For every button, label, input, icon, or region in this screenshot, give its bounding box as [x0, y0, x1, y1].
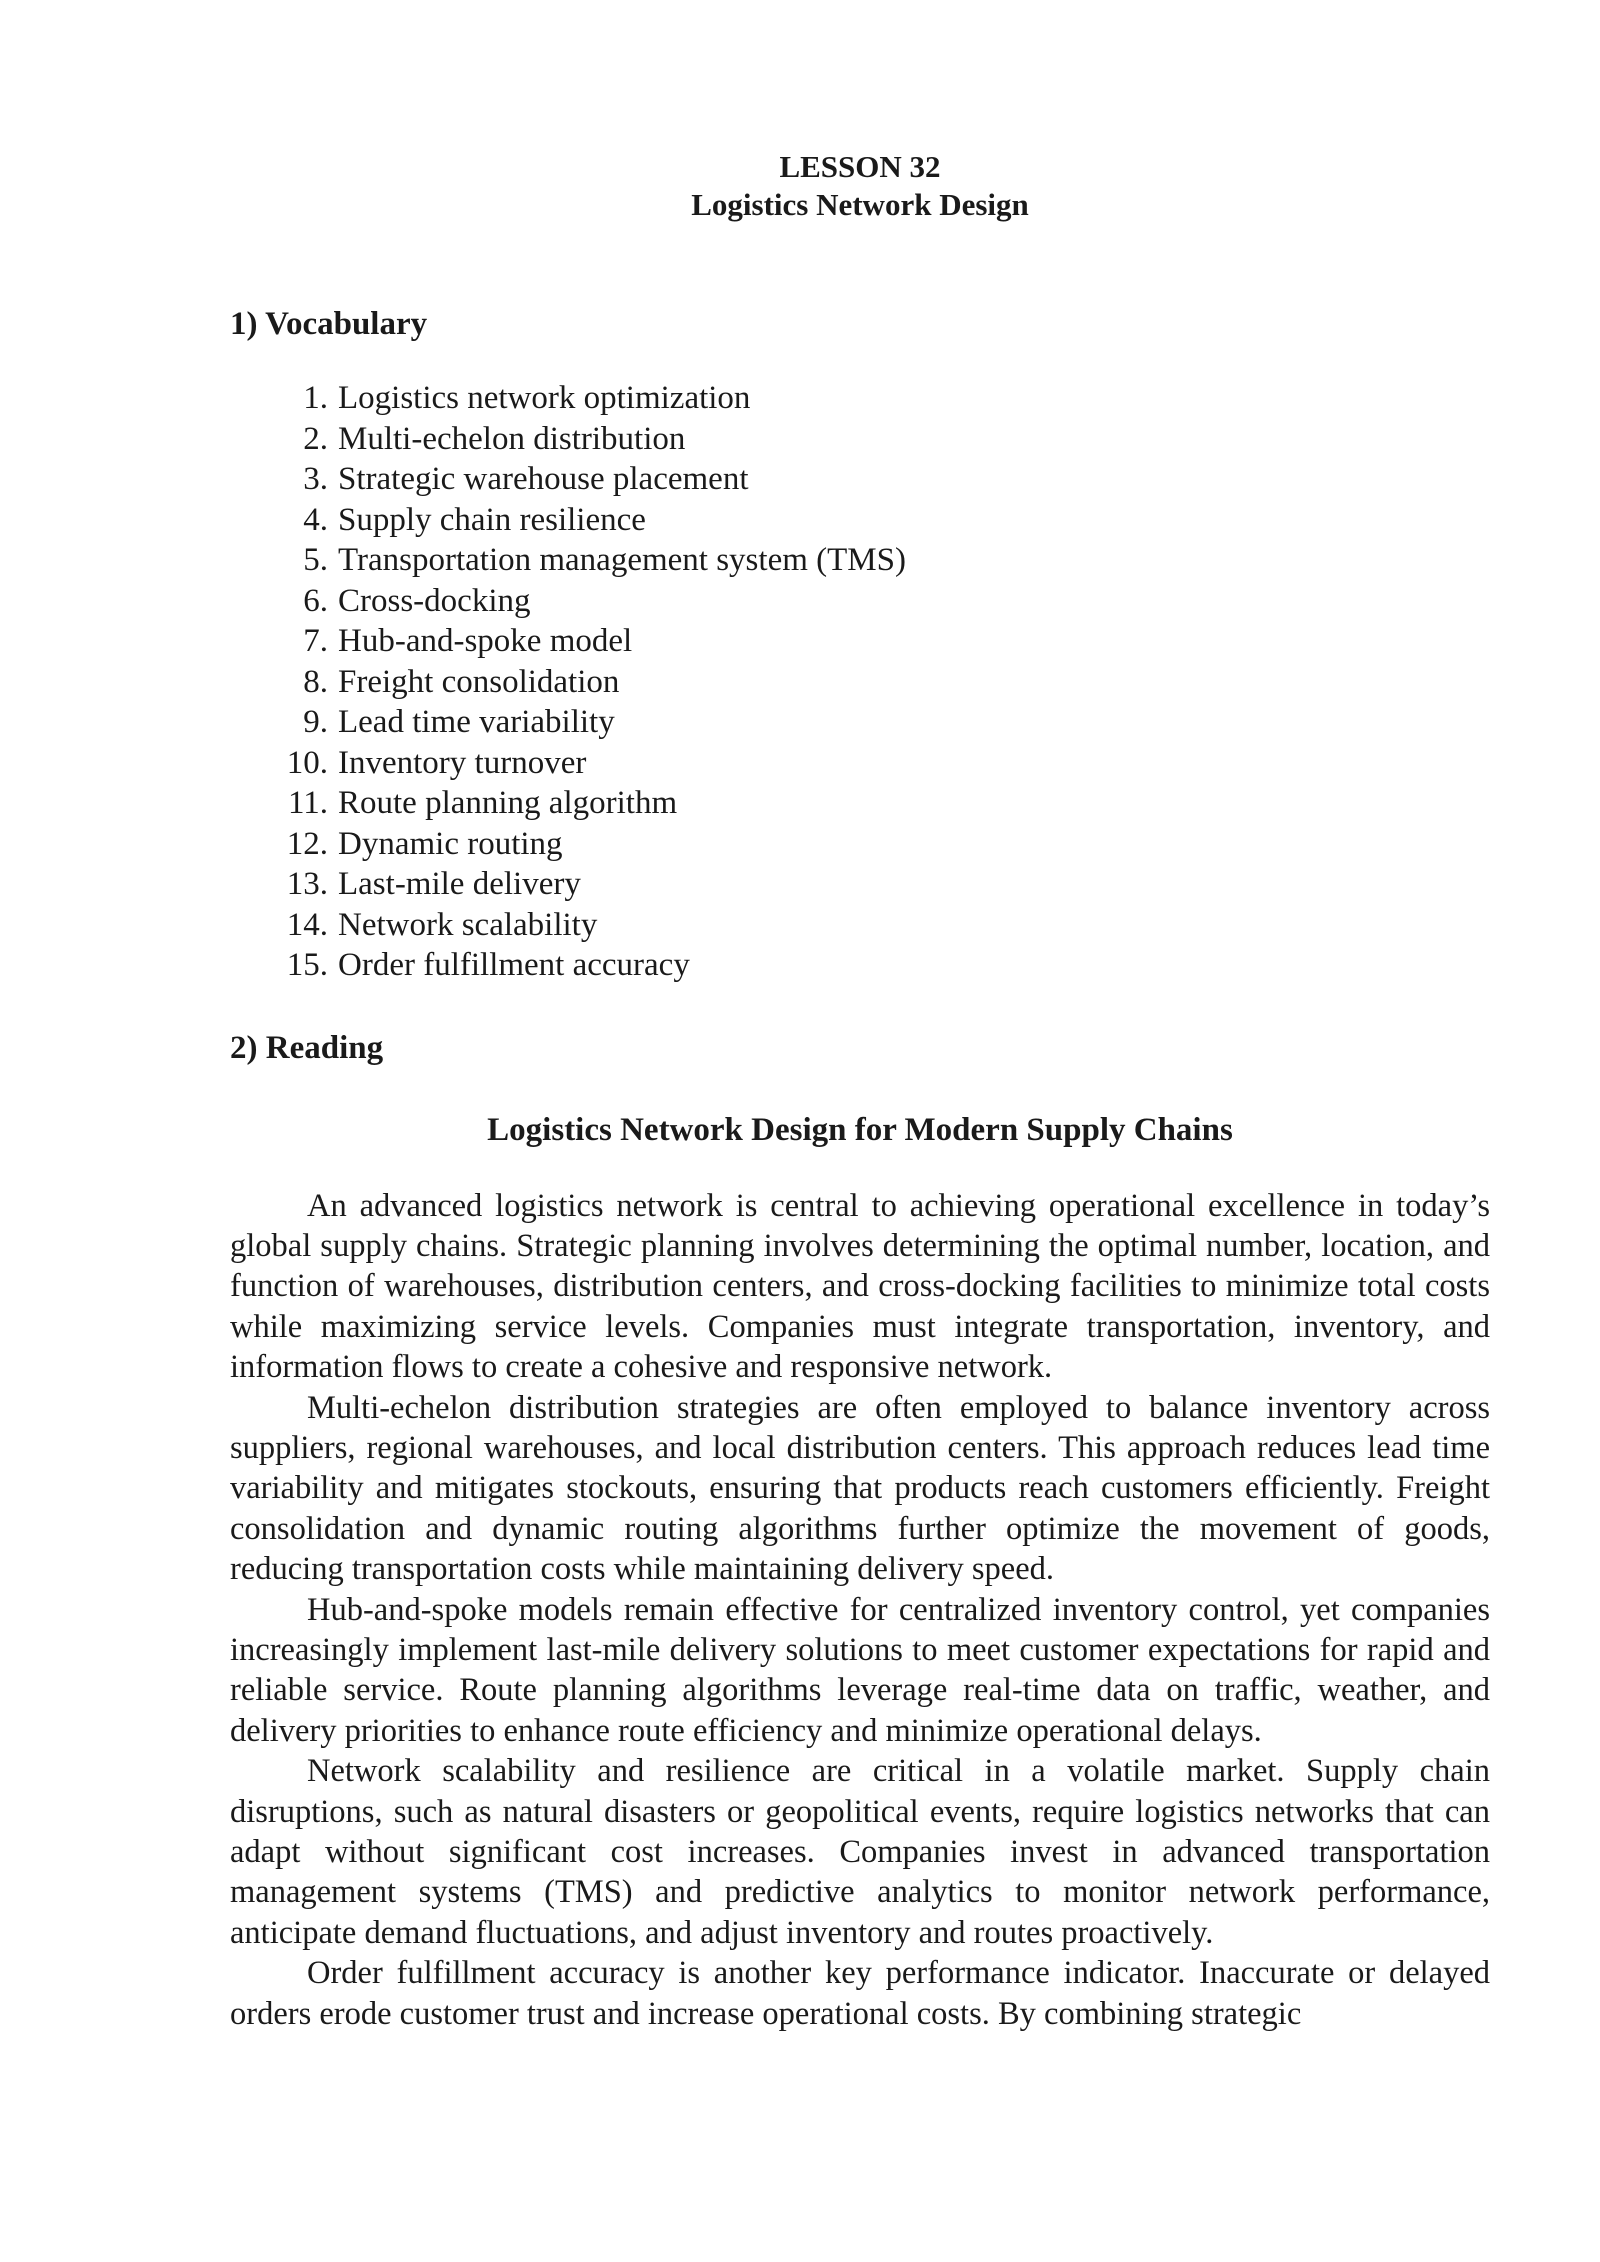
vocabulary-item [230, 662, 1490, 703]
vocabulary-item [230, 540, 1490, 581]
vocabulary-item-number: 5. [303, 542, 328, 578]
vocabulary-item-term: Inventory turnover [338, 744, 587, 781]
vocabulary-heading: 1) Vocabulary [230, 306, 428, 342]
vocabulary-item-number: 1. [303, 380, 328, 416]
vocabulary-item-term: Cross-docking [338, 582, 531, 619]
page-content [230, 148, 1490, 2034]
vocabulary-item [230, 905, 1490, 946]
vocabulary-item-term: Lead time variability [338, 704, 615, 740]
article-paragraph: Hub-and-spoke models remain effective for centralized inventory control, yet companies increasingly implement last-mile delivery solutions to meet customer expectations for rapid and reliable service. Route planning algorithms leverage real-time data on traffic, weather, and delivery priorities to enhance route efficiency and minimize operational delays. [230, 1591, 1490, 1749]
vocabulary-item [230, 864, 1490, 905]
vocabulary-item-number: 10. [286, 744, 328, 781]
vocabulary-item [230, 945, 1490, 986]
article-paragraph: Order fulfillment accuracy is another key performance indicator. Inaccurate or delayed orders erode customer trust and increase operational costs. By combining strategic [230, 1955, 1490, 2032]
article-title: Logistics Network Design for Modern Supply Chains [487, 1111, 1233, 1148]
vocabulary-item [230, 743, 1490, 784]
vocabulary-item-term: Supply chain resilience [338, 501, 646, 538]
lesson-header [230, 148, 1490, 224]
reading-heading: 2) Reading [230, 1029, 384, 1066]
article-paragraph: An advanced logistics network is central to achieving operational excellence in today’s global supply chains. Strategic planning involves determining the optimal number, location, and function of warehouses, distribution centers, and cross-docking facilities to minimize total costs while maximizing service levels. Companies must integrate transportation, inventory, and information flows to create a cohesive and responsive network. [230, 1187, 1490, 1386]
vocabulary-item-number: 13. [286, 866, 328, 902]
article-body [230, 1186, 1490, 2035]
vocabulary-item [230, 824, 1490, 865]
vocabulary-item [230, 702, 1490, 743]
vocabulary-item [230, 500, 1490, 541]
article-paragraph: Multi-echelon distribution strategies are often employed to balance inventory across suppliers, regional warehouses, and local distribution centers. This approach reduces lead time variability and mitigates stockouts, ensuring that products reach customers efficiently. Freight consolidation and dynamic routing algorithms further optimize the movement of goods, reducing transportation costs while maintaining delivery speed. [230, 1389, 1490, 1588]
vocabulary-item-term: Route planning algorithm [338, 785, 678, 821]
vocabulary-item [230, 378, 1490, 419]
article-paragraph: Network scalability and resilience are critical in a volatile market. Supply chain disruptions, such as natural disasters or geopolitical events, require logistics networks that can adapt without significant cost increases. Companies invest in advanced transportation management systems (TMS) and predictive analytics to monitor network performance, anticipate demand fluctuations, and adjust inventory and routes proactively. [230, 1753, 1490, 1951]
vocabulary-item-term: Dynamic routing [338, 825, 563, 862]
vocabulary-item-term: Freight consolidation [338, 663, 620, 700]
vocabulary-item-number: 14. [286, 906, 328, 943]
vocabulary-item-number: 12. [286, 825, 328, 862]
vocabulary-item-term: Multi-echelon distribution [338, 420, 686, 457]
vocabulary-item [230, 783, 1490, 824]
vocabulary-item-term: Last-mile delivery [338, 866, 581, 902]
lesson-title: Logistics Network Design [691, 187, 1029, 222]
lesson-number: LESSON 32 [779, 149, 941, 184]
vocabulary-item-number: 2. [303, 420, 328, 457]
vocabulary-item-term: Strategic warehouse placement [338, 461, 749, 497]
vocabulary-item-number: 4. [303, 501, 328, 538]
vocabulary-item-term: Logistics network optimization [338, 380, 751, 416]
vocabulary-item [230, 581, 1490, 622]
vocabulary-item-term: Hub-and-spoke model [338, 623, 633, 659]
vocabulary-item-number: 11. [287, 785, 328, 821]
vocabulary-item [230, 621, 1490, 662]
vocabulary-item-number: 7. [303, 623, 328, 659]
vocabulary-item-term: Order fulfillment accuracy [338, 947, 690, 983]
vocabulary-item-number: 15. [286, 947, 328, 983]
vocabulary-item-number: 3. [303, 461, 328, 497]
vocabulary-item [230, 459, 1490, 500]
vocabulary-list [230, 378, 1490, 986]
vocabulary-item-term: Transportation management system (TMS) [338, 542, 906, 578]
vocabulary-item [230, 419, 1490, 460]
vocabulary-item-number: 9. [303, 704, 328, 740]
vocabulary-item-number: 8. [303, 663, 328, 700]
vocabulary-item-term: Network scalability [338, 906, 598, 943]
vocabulary-item-number: 6. [303, 582, 328, 619]
